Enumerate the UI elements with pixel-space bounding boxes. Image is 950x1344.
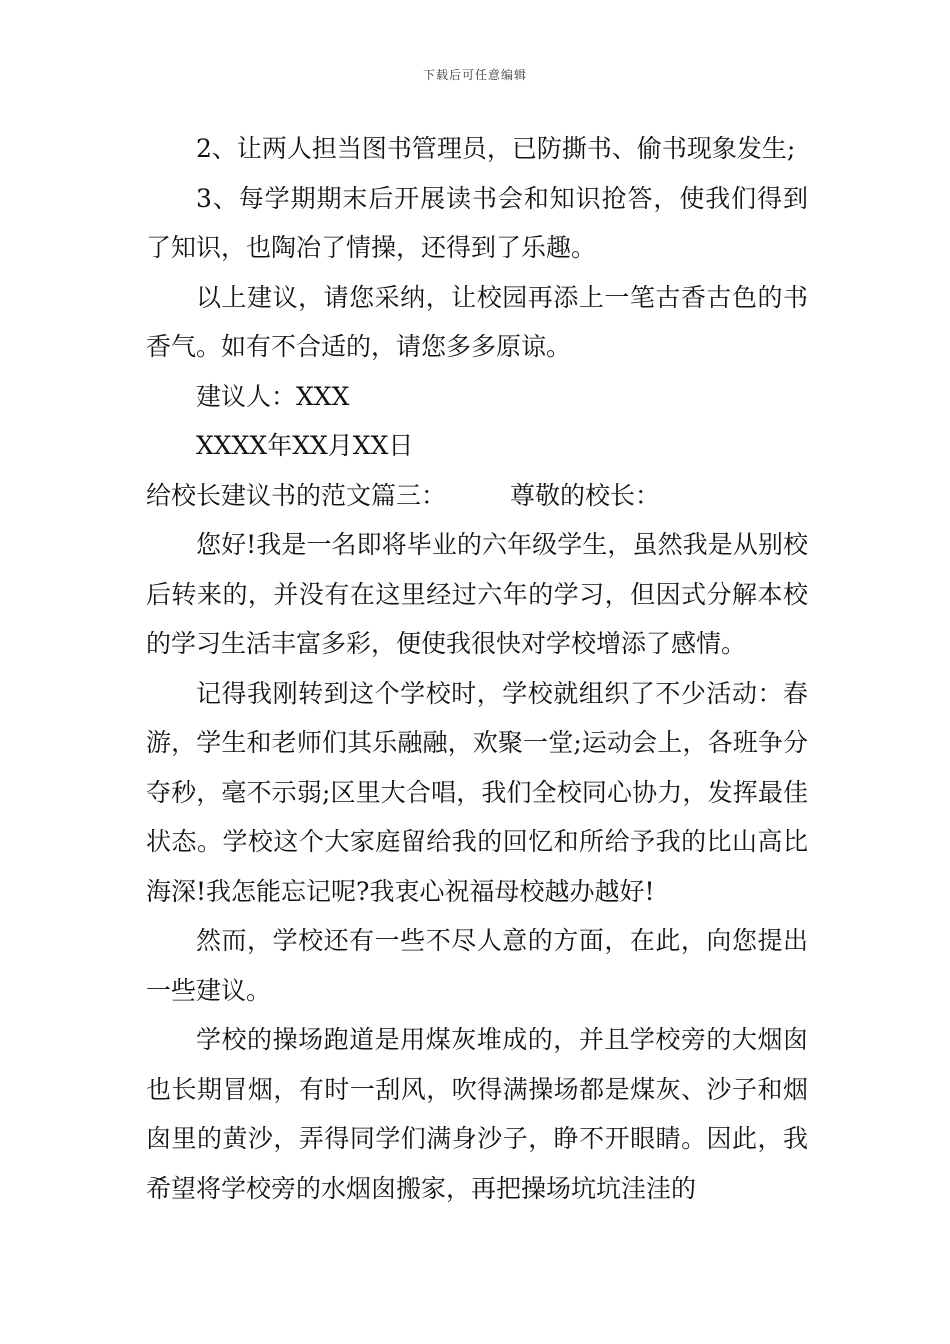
paragraph-transition: 然而，学校还有一些不尽人意的方面，在此，向您提出一些建议。 (146, 926, 808, 1005)
date-line: XXXX年XX月XX日 (196, 431, 414, 460)
header-note: 下载后可任意编辑 (422, 68, 527, 82)
paragraph-playground: 学校的操场跑道是用煤灰堆成的，并且学校旁的大烟囱也长期冒烟，有时一刮风，吹得满操场都是煤灰、沙子和烟囱里的黄沙，弄得同学们满身沙子，睁不开眼睛。因此，我希望将学校旁的水烟囱搬家，再把操场坑坑洼洼的 (146, 1025, 808, 1203)
paragraph-memories: 记得我刚转到这个学校时，学校就组织了不少活动：春游，学生和老师们其乐融融，欢聚一堂;运动会上，各班争分夺秒，毫不示弱;区里大合唱，我们全校同心协力，发挥最佳状态。学校这个大家庭留给我的回忆和所给予我的比山高比海深!我怎能忘记呢?我衷心祝福母校越办越好! (146, 678, 808, 906)
signer-line: 建议人：XXX (196, 381, 350, 411)
section-title: 给校长建议书的范文篇三： (146, 480, 447, 510)
section-heading (146, 471, 808, 521)
paragraph-greeting: 您好!我是一名即将毕业的六年级学生，虽然我是从别校后转来的，并没有在这里经过六年的学习，但因式分解本校的学习生活丰富多彩，便使我很快对学校增添了感情。 (146, 530, 808, 658)
paragraph-item-3: 3、每学期期末后开展读书会和知识抢答，使我们得到了知识，也陶冶了情操，还得到了乐趣。 (146, 183, 808, 262)
salutation: 尊敬的校长： (510, 480, 661, 510)
document-body (146, 124, 808, 1213)
paragraph-closing: 以上建议，请您采纳，让校园再添上一笔古香古色的书香气。如有不合适的，请您多多原谅。 (146, 282, 808, 361)
paragraph-item-2: 2、让两人担当图书管理员，已防撕书、偷书现象发生; (196, 134, 796, 163)
